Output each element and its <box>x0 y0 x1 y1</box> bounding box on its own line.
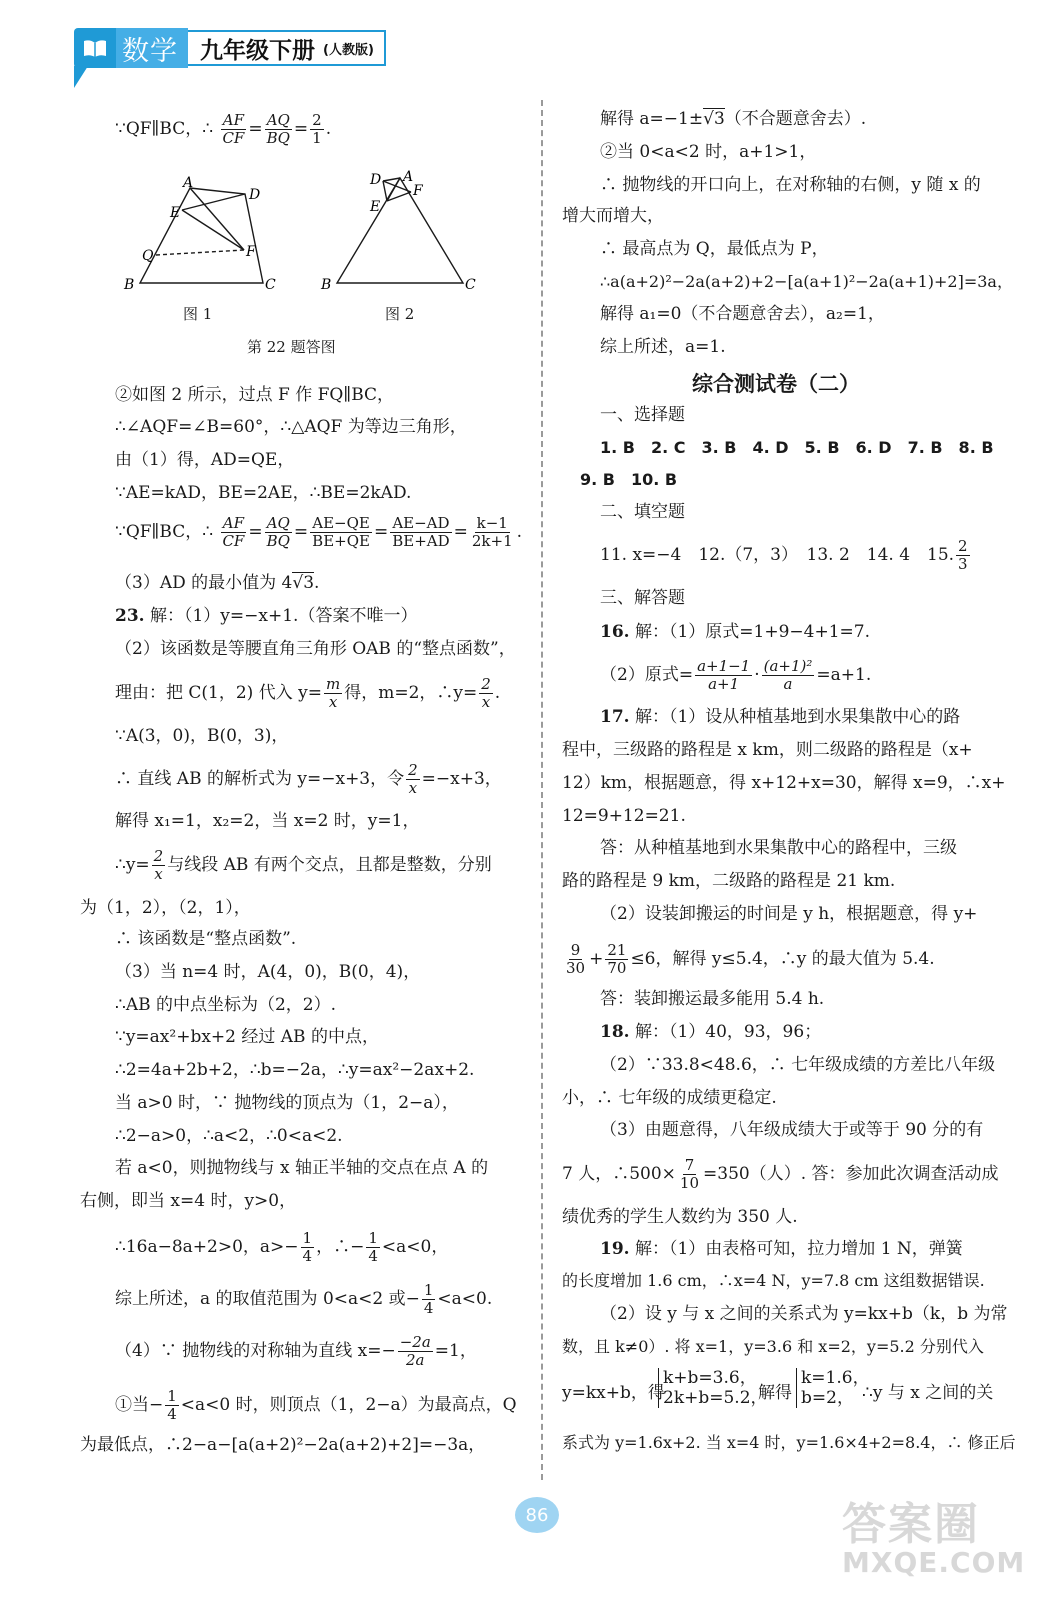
text-line: 路的路程是 9 km，二级路的路程是 21 km. <box>562 871 896 891</box>
text-line: ∴AB 的中点坐标为（2，2）. <box>115 995 337 1015</box>
text-line: 解得 a=−1±√3（不合题意舍去）. <box>600 109 867 129</box>
watermark <box>842 1488 1025 1579</box>
choice-answers-row: 1. B 2. C 3. B 4. D 5. B 6. D 7. B 8. B <box>600 438 994 457</box>
text-line: ∵QF∥BC，∴ $\frac{AF}{CF}$ = $\frac{AQ}{BQ}$ = $\frac{2}{1}$ . <box>115 111 332 147</box>
watermark-text: 答案圈 <box>842 1499 980 1550</box>
fraction: $\frac{2}{3}$ <box>958 537 968 573</box>
label-E: E <box>170 205 181 221</box>
fraction: $\frac{1}{4}$ <box>167 1387 177 1423</box>
fraction: $\frac{AF}{CF}$ <box>222 111 245 147</box>
text-line: ∴16a−8a+2>0，a>− $\frac{1}{4}$ ，∴− $\frac{1}{4}$ <a<0， <box>115 1229 449 1265</box>
fraction: $\frac{1}{4}$ <box>423 1281 434 1317</box>
text-line: 数，且 k≠0）. 将 x=1，y=3.6 和 x=2，y=5.2 分别代入 <box>562 1337 984 1356</box>
text-line: 解得 a₁=0（不合题意舍去），a₂=1， <box>600 304 885 324</box>
text-line: （2）该函数是等腰直角三角形 OAB 的“整点函数”， <box>115 639 516 659</box>
text-line: 综上所述，a 的取值范围为 0<a<2 或− $\frac{1}{4}$ <a<0. <box>115 1281 493 1317</box>
text-line: 12=9+12=21. <box>562 806 686 826</box>
fraction: $\frac{a+1-1}{a+1}$ <box>697 657 751 693</box>
header-tab-decoration <box>74 66 88 88</box>
test-paper-title: 综合测试卷（二） <box>692 372 860 396</box>
edition-label: (人教版) <box>323 42 374 58</box>
label-Q: Q <box>142 248 154 264</box>
text-line: ∴ 直线 AB 的解析式为 y=−x+3，令 $\frac{2}{x}$ =−x+3， <box>115 761 502 797</box>
book-icon <box>74 28 116 68</box>
text-line: 解得 x₁=1，x₂=2，当 x=2 时，y=1， <box>115 811 420 831</box>
text-line: 为（1，2），（2，1）， <box>80 898 251 918</box>
fraction: $\frac{7}{10}$ <box>679 1156 700 1192</box>
text-line: ∴a(a+2)²−2a(a+2)+2−[a(a+1)²−2a(a+1)+2]=3a， <box>600 272 1013 291</box>
label-B: B <box>321 277 332 293</box>
fraction: $\frac{AQ}{BQ}$ <box>266 514 290 550</box>
text-line: 绩优秀的学生人数约为 350 人. <box>562 1207 798 1227</box>
text-line: 答：从种植基地到水果集散中心的路程中，三级 <box>600 838 957 858</box>
label-E: E <box>370 199 381 215</box>
figure-2-caption: 图 2 <box>385 305 415 323</box>
text-line: 12）km，根据题意，得 x+12+x=30，解得 x=9，∴x+ <box>562 773 1006 793</box>
fraction: $\frac{AE-AD}{BE+AD}$ <box>392 514 450 550</box>
section-heading: 三、解答题 <box>600 588 685 608</box>
text-line: ∵y=ax²+bx+2 经过 AB 的中点， <box>115 1027 379 1047</box>
section-heading: 一、选择题 <box>600 405 685 425</box>
text-line: ∴y= $\frac{2}{x}$ 与线段 AB 有两个交点，且都是整数，分别 <box>115 847 492 883</box>
figure-1-caption: 图 1 <box>183 305 213 323</box>
text-line: 7 人，∴500× $\frac{7}{10}$ =350（人）. 答：参加此次调查活动成 <box>562 1156 999 1192</box>
fraction: $\frac{2}{x}$ <box>153 847 164 883</box>
text-line: 增大而增大， <box>562 206 664 226</box>
text-line: ∴y 与 x 之间的关 <box>862 1383 994 1403</box>
book-title <box>188 30 386 66</box>
text-line: 19. 解：（1）由表格可知，拉力增加 1 N，弹簧 <box>600 1239 963 1259</box>
fraction: $\frac{2}{1}$ <box>312 111 322 147</box>
label-B: B <box>124 277 135 293</box>
text-line: （3）AD 的最小值为 4√3. <box>115 573 320 593</box>
text-line: ∴ 该函数是“整点函数”. <box>115 929 297 949</box>
text-line: 右侧，即当 x=4 时，y>0， <box>80 1191 297 1211</box>
section-heading: 二、填空题 <box>600 502 685 522</box>
text-line: （3）由题意得，八年级成绩大于或等于 90 分的有 <box>600 1120 984 1140</box>
text-line: 为最低点，∴2−a−[a(a+2)²−2a(a+2)+2]=−3a， <box>80 1435 486 1455</box>
fraction: $\frac{AE-QE}{BE+QE}$ <box>312 514 370 550</box>
sqrt-radicand: √3 <box>703 109 725 129</box>
text-line: ∵A(3，0)，B(0，3)， <box>115 726 289 746</box>
figure-1-diagram <box>120 175 280 300</box>
fraction: $\frac{-2a}{2a}$ <box>399 1333 431 1369</box>
text-line: ∵AE=kAD，BE=2AE，∴BE=2kAD. <box>115 483 412 503</box>
text-line: ①当− $\frac{1}{4}$ <a<0 时，则顶点（1，2−a）为最高点，Q <box>115 1387 517 1423</box>
text-line: 答：装卸搬运最多能用 5.4 h. <box>600 989 825 1009</box>
text-line: ②如图 2 所示，过点 F 作 FQ∥BC， <box>115 385 395 405</box>
label-D: D <box>370 172 382 188</box>
text-line: ∵QF∥BC，∴ $\frac{AF}{CF}$ = $\frac{AQ}{BQ}$ = $\frac{AE-QE}{BE+QE}$ = $\frac{AE-AD}{BE+AD}$ = $\frac{k-1}{2k+1}$ . <box>115 514 523 550</box>
text-line: 23. 解：（1）y=−x+1.（答案不唯一） <box>115 606 418 626</box>
label-A: A <box>183 175 194 191</box>
text-line: 当 a>0 时，∵ 抛物线的顶点为（1，2−a）， <box>115 1093 459 1113</box>
text-line: 程中，三级路的路程是 x km，则二级路的路程是（x+ <box>562 740 973 760</box>
fraction: $\frac{2}{x}$ <box>481 675 491 711</box>
equation-system: k=1.6， b=2， <box>796 1368 870 1408</box>
label-F: F <box>413 183 423 199</box>
label-C: C <box>265 277 276 293</box>
label-A: A <box>403 169 414 185</box>
label-C: C <box>465 277 476 293</box>
subject-label: 数学 <box>116 28 188 68</box>
fraction: $\frac{21}{70}$ <box>607 941 627 977</box>
text-line: （2）原式= $\frac{a+1-1}{a+1}$ · $\frac{\text{(a+1)²}}{a}$ =a+1. <box>600 657 872 693</box>
fraction: $\frac{AF}{CF}$ <box>222 514 245 550</box>
text-line: （3）当 n=4 时，A(4，0)，B(0，4)， <box>115 962 421 982</box>
text-line: $\frac{9}{30}$ + $\frac{21}{70}$ ≤6，解得 y≤5.4，∴y 的最大值为 5.4. <box>566 941 935 977</box>
fraction: $\frac{AQ}{BQ}$ <box>266 111 290 147</box>
label-F: F <box>246 244 256 260</box>
fraction: $\frac{\text{(a+1)²}}{a}$ <box>763 657 813 693</box>
page-header <box>74 26 386 70</box>
text-line: （4）∵ 抛物线的对称轴为直线 x=− $\frac{-2a}{2a}$ =1， <box>115 1333 477 1369</box>
text-line: 18. 解：（1）40，93，96； <box>600 1022 822 1042</box>
grade-label: 九年级下册 <box>200 37 315 64</box>
fraction: $\frac{2}{x}$ <box>408 761 418 797</box>
watermark-url: MXQE.COM <box>842 1546 1026 1579</box>
text-line: 解得 <box>758 1383 792 1403</box>
equation-system: k+b=3.6， 2k+b=5.2， <box>658 1368 768 1408</box>
text-line: （2）∵33.8<48.6，∴ 七年级成绩的方差比八年级 <box>600 1055 996 1075</box>
text-line: ∴2=4a+2b+2，∴b=−2a，∴y=ax²−2ax+2. <box>115 1060 475 1080</box>
text-line: ②当 0<a<2 时，a+1>1， <box>600 142 817 162</box>
text-line: 的长度增加 1.6 cm，∴x=4 N，y=7.8 cm 这组数据错误. <box>562 1271 985 1290</box>
text-line: 若 a<0，则抛物线与 x 轴正半轴的交点在点 A 的 <box>115 1158 489 1178</box>
label-D: D <box>249 187 261 203</box>
text-line: y=kx+b，得 <box>562 1383 665 1403</box>
text-line: ∴ 最高点为 Q，最低点为 P， <box>600 239 829 259</box>
figure-2-diagram <box>315 168 485 298</box>
fraction: $\frac{m}{x}$ <box>325 675 341 711</box>
text-line: （2）设 y 与 x 之间的关系式为 y=kx+b（k，b 为常 <box>600 1304 1008 1324</box>
fraction: $\frac{k-1}{2k+1}$ <box>471 514 513 550</box>
choice-answers-row: 9. B 10. B <box>580 470 678 489</box>
fraction: $\frac{1}{4}$ <box>302 1229 313 1265</box>
fill-answers-row: 11. x=−4 12.（7，3） 13. 2 14. 4 15. $\frac{2}{3}$ <box>600 537 968 573</box>
text-line: （2）设装卸搬运的时间是 y h，根据题意，得 y+ <box>600 904 978 924</box>
text-line: 17. 解：（1）设从种植基地到水果集散中心的路 <box>600 707 961 727</box>
text-line: 系式为 y=1.6x+2. 当 x=4 时，y=1.6×4+2=8.4，∴ 修正后 <box>562 1433 1016 1452</box>
text-line: 综上所述，a=1. <box>600 337 726 357</box>
figure-group-caption: 第 22 题答图 <box>247 338 336 356</box>
text-line: 理由：把 C(1，2) 代入 y= $\frac{m}{x}$ 得，m=2，∴y= $\frac{2}{x}$ . <box>115 675 501 711</box>
sqrt-radicand: √3 <box>292 573 315 593</box>
column-divider <box>541 100 543 1480</box>
text-line: 由（1）得，AD=QE， <box>115 450 295 470</box>
fraction: $\frac{1}{4}$ <box>368 1229 378 1265</box>
text-line: 小，∴ 七年级的成绩更稳定. <box>562 1088 777 1108</box>
text-line: 16. 解：（1）原式=1+9−4+1=7. <box>600 622 871 642</box>
page-number: 86 <box>515 1497 559 1533</box>
text-line: ∴ 抛物线的开口向上，在对称轴的右侧，y 随 x 的 <box>600 175 981 195</box>
fraction: $\frac{9}{30}$ <box>566 941 586 977</box>
text-line: ∴∠AQF=∠B=60°，∴△AQF 为等边三角形， <box>115 417 467 437</box>
text-line: ∴2−a>0，∴a<2，∴0<a<2. <box>115 1126 343 1146</box>
